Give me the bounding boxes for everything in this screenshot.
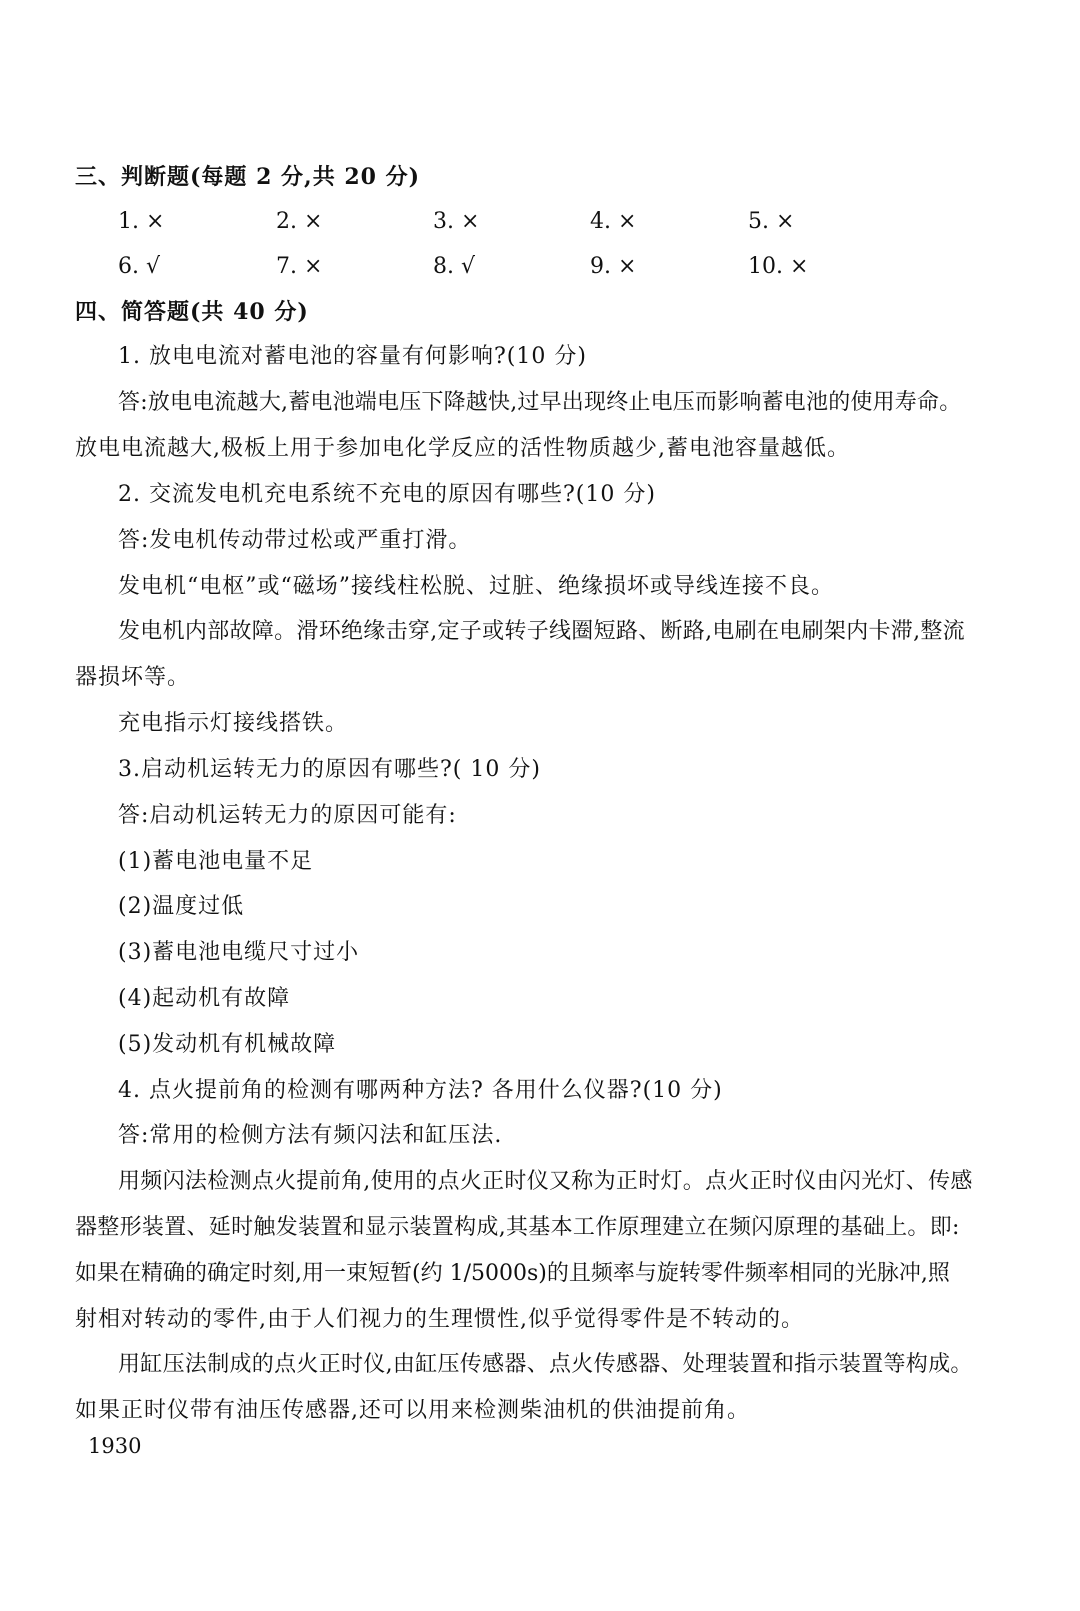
answer-2-line-2: 发电机“电枢”或“磁场”接线柱松脱、过脏、绝缘损坏或导线连接不良。 [118,574,834,599]
answer-3-intro: 答:启动机运转无力的原因可能有: [118,803,457,828]
answer-4-para-2-line-2: 如果正时仪带有油压传感器,还可以用来检测柴油机的供油提前角。 [75,1398,750,1423]
tf-answer-2: 2. × [276,209,323,234]
section3-heading: 三、判断题(每题 2 分,共 20 分) [75,164,421,190]
tf-answer-7: 7. × [276,254,323,279]
answer-2-line-5: 充电指示灯接线搭铁。 [118,711,349,736]
answer-1-line-2: 放电电流越大,极板上用于参加电化学反应的活性物质越少,蓄电池容量越低。 [75,436,850,461]
answer-3-item-3: (3)蓄电池电缆尺寸过小 [118,940,360,965]
answer-3-item-4: (4)起动机有故障 [118,986,291,1011]
answer-2-line-4: 器损坏等。 [75,665,191,690]
tf-answer-9: 9. × [590,254,637,279]
tf-answer-3: 3. × [433,209,480,234]
answer-3-item-5: (5)发动机有机械故障 [118,1032,337,1057]
answer-1-line-1: 答:放电电流越大,蓄电池端电压下降越快,过早出现终止电压而影响蓄电池的使用寿命。 [118,390,962,415]
true-false-row-2 [0,252,1080,282]
tf-answer-1: 1. × [118,209,165,234]
answer-4-intro: 答:常用的检侧方法有频闪法和缸压法. [118,1123,503,1148]
question-1: 1. 放电电流对蓄电池的容量有何影响?(10 分) [118,344,587,369]
page-number: 1930 [88,1434,142,1458]
question-3: 3.启动机运转无力的原因有哪些?( 10 分) [118,757,541,782]
answer-2-line-1: 答:发电机传动带过松或严重打滑。 [118,528,472,553]
tf-answer-6: 6. √ [118,254,161,279]
answer-3-item-2: (2)温度过低 [118,894,245,919]
answer-4-para-2-line-1: 用缸压法制成的点火正时仪,由缸压传感器、点火传感器、处理装置和指示装置等构成。 [118,1352,973,1377]
answer-4-para-1-line-1: 用频闪法检测点火提前角,使用的点火正时仪又称为正时灯。点火正时仪由闪光灯、传感 [118,1169,973,1194]
question-2: 2. 交流发电机充电系统不充电的原因有哪些?(10 分) [118,482,656,507]
tf-answer-4: 4. × [590,209,637,234]
answer-4-para-1-line-3: 如果在精确的确定时刻,用一束短暂(约 1/5000s)的且频率与旋转零件频率相同的光脉冲,照 [75,1261,950,1286]
answer-4-para-1-line-2: 器整形装置、延时触发装置和显示装置构成,其基本工作原理建立在频闪原理的基础上。即: [75,1215,960,1240]
section4-heading: 四、简答题(共 40 分) [75,299,309,325]
question-4: 4. 点火提前角的检测有哪两种方法? 各用什么仪器?(10 分) [118,1078,723,1103]
answer-4-para-1-line-4: 射相对转动的零件,由于人们视力的生理惯性,似乎觉得零件是不转动的。 [75,1307,804,1332]
tf-answer-10: 10. × [748,254,809,279]
tf-answer-8: 8. √ [433,254,476,279]
answer-2-line-3: 发电机内部故障。滑环绝缘击穿,定子或转子线圈短路、断路,电刷在电刷架内卡滞,整流 [118,619,965,644]
tf-answer-5: 5. × [748,209,795,234]
answer-3-item-1: (1)蓄电池电量不足 [118,849,314,874]
true-false-row-1 [0,207,1080,237]
